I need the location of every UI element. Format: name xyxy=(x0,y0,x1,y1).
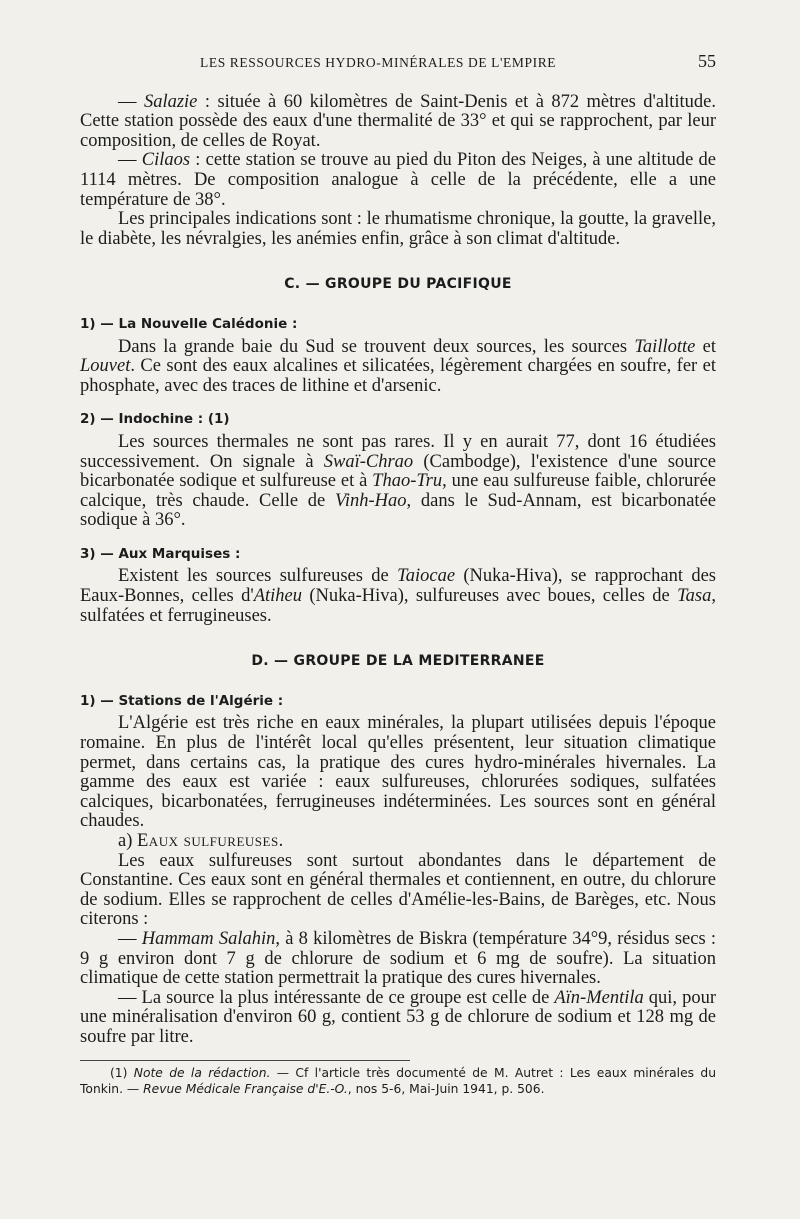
footnote: (1) Note de la rédaction. — Cf l'article très documenté de M. Autret : Les eaux minérales du Tonkin. — Revue Médicale Française d'E.-O., nos 5-6, Mai-Juin 1941, p. 506. xyxy=(80,1065,716,1096)
page-number: 55 xyxy=(698,51,716,71)
marquises-paragraph: Existent les sources sulfureuses de Taiocae (Nuka-Hiva), se rapprochant des Eaux-Bonnes, celles d'Atiheu (Nuka-Hiva), sulfureuses avec boues, celles de Tasa, sulfatées et ferrugineuses. xyxy=(80,566,716,626)
running-header xyxy=(200,52,716,73)
cilaos-name: Cilaos xyxy=(141,150,191,171)
cilaos-paragraph: — Cilaos : cette station se trouve au pied du Piton des Neiges, à une altitude de 1114 mètres. De composition analogue à celle de la précédente, elle a une température de 38°. xyxy=(80,150,716,210)
footnote-divider xyxy=(80,1060,410,1061)
caledonie-paragraph: Dans la grande baie du Sud se trouvent deux sources, les sources Taillotte et Louvet. Ce sont des eaux alcalines et silicatées, légèrement chargées en soufre, fer et phosphate, avec des traces de lithine et d'arsenic. xyxy=(80,336,716,396)
document-page xyxy=(80,52,716,1097)
section-heading-mediterranee: D. — GROUPE DE LA MEDITERRANEE xyxy=(251,653,545,670)
sulfur-subsection-label: a) Eaux sulfureuses. xyxy=(118,831,284,851)
subheading-caledonie: 1) — La Nouvelle Calédonie : xyxy=(80,315,298,332)
algerie-paragraph: L'Algérie est très riche en eaux minérales, la plupart utilisées depuis l'époque romaine. En plus de l'intérêt local qu'elles présentent, leur situation climatique permet, dans certains cas, la pratique des cures hydro-minérales hivernales. La gamme des eaux est variée : eaux sulfureuses, chlorurées sodiques, sulfatées calciques, bicarbonatées, ferrugineuses indéterminées. Les sources sont en général chaudes. xyxy=(80,713,716,832)
section-heading-pacifique: C. — GROUPE DU PACIFIQUE xyxy=(284,276,512,293)
hammam-paragraph: — Hammam Salahin, à 8 kilomètres de Biskra (température 34°9, résidus secs : 9 g environ dont 7 g de chlorure de sodium et 6 mg de soufre). La situation climatique de cette station permettrait la pratique des cures hivernales. xyxy=(80,928,716,989)
salazie-paragraph: — Salazie : située à 60 kilomètres de Saint-Denis et à 872 mètres d'altitude. Cette station possède des eaux d'une thermalité de 33° et qui se rapprochent, par leur composition, de celles de Royat. xyxy=(80,91,716,151)
sulfur-paragraph: Les eaux sulfureuses sont surtout abondantes dans le département de Constantine. Ces eaux sont en général thermales et contiennent, en outre, du chlorure de sodium. Elles se rapprochent de celles d'Amélie-les-Bains, de Barèges, etc. Nous citerons : xyxy=(80,850,716,930)
indochine-paragraph: Les sources thermales ne sont pas rares. Il y en aurait 77, dont 16 étudiées successivement. On signale à Swaï-Chrao (Cambodge), l'existence d'une source bicarbonatée sodique et sulfureuse et à Thao-Tru, une eau sulfureuse faible, chlorurée calcique, très chaude. Celle de Vinh-Hao, dans le Sud-Annam, est bicarbonatée sodique à 36°. xyxy=(80,431,716,531)
running-title: LES RESSOURCES HYDRO-MINÉRALES DE L'EMPIRE xyxy=(200,55,557,70)
ain-mentila-paragraph: — La source la plus intéressante de ce groupe est celle de Aïn-Mentila qui, pour une minéralisation d'environ 60 g, contient 53 g de chlorure de sodium et 128 mg de soufre par litre. xyxy=(80,987,716,1047)
subheading-indochine: 2) — Indochine : (1) xyxy=(80,411,230,428)
subheading-marquises: 3) — Aux Marquises : xyxy=(80,545,241,562)
subheading-algerie: 1) — Stations de l'Algérie : xyxy=(80,692,284,709)
indications-paragraph: Les principales indications sont : le rhumatisme chronique, la goutte, la gravelle, le diabète, les névralgies, les anémies enfin, grâce à son climat d'altitude. xyxy=(80,209,716,249)
salazie-name: Salazie xyxy=(143,91,198,112)
